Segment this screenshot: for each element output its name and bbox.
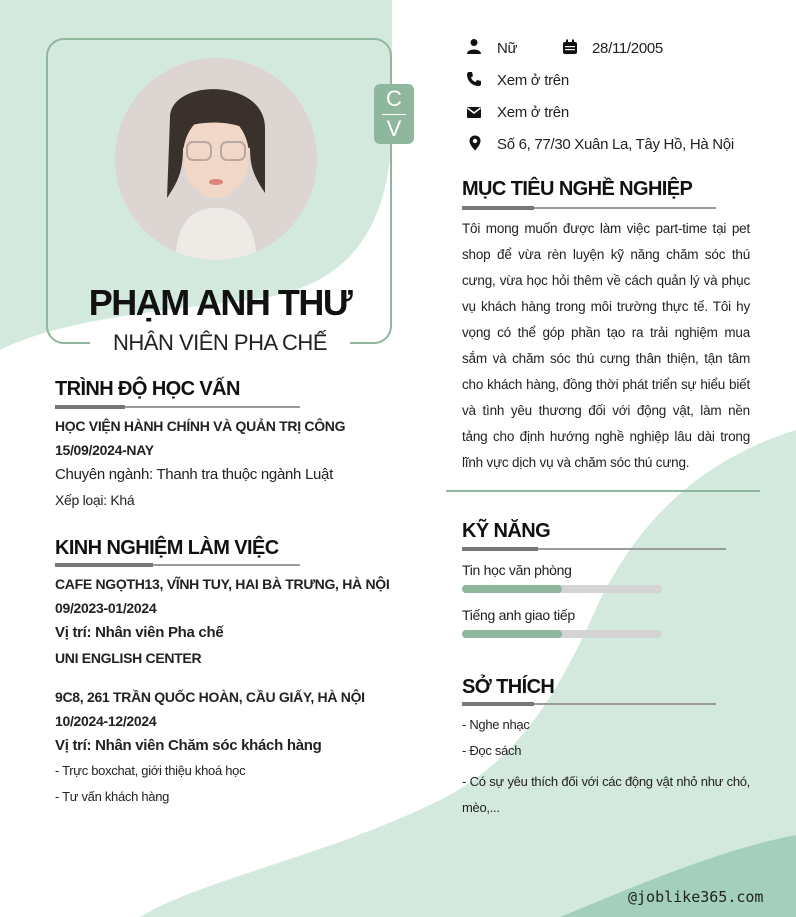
education-period: 15/09/2024-NAY: [55, 442, 154, 458]
cv-tag: [374, 84, 414, 144]
hobby-item: - Có sự yêu thích đối với các động vật nhỏ như chó, mèo,...: [462, 774, 750, 815]
hobby-item: - Đọc sách: [462, 743, 522, 758]
education-grade: Xếp loại: Khá: [55, 492, 135, 508]
portrait-illustration: [115, 58, 317, 260]
phone-icon: [466, 71, 482, 87]
section-divider: [446, 490, 760, 492]
job-company: 9C8, 261 TRẦN QUỐC HOÀN, CẦU GIẤY, HÀ NỘI: [55, 689, 365, 705]
email-value[interactable]: Xem ở trên: [497, 104, 569, 121]
skill-bar-fill: [462, 585, 562, 593]
objective-heading: MỤC TIÊU NGHỀ NGHIỆP: [462, 178, 693, 200]
birthdate-value: 28/11/2005: [592, 40, 663, 57]
job-duty: - Tư vấn khách hàng: [55, 789, 170, 804]
job-extra: UNI ENGLISH CENTER: [55, 650, 202, 666]
gender-value: Nữ: [497, 40, 518, 57]
experience-rule: [55, 564, 300, 566]
address-value: Số 6, 77/30 Xuân La, Tây Hồ, Hà Nội: [497, 136, 734, 153]
hobbies-rule: [462, 703, 716, 705]
skills-rule: [462, 548, 726, 550]
candidate-name: PHẠM ANH THƯ: [88, 282, 352, 323]
cv-letter-c: C: [386, 86, 402, 111]
school-name: HỌC VIỆN HÀNH CHÍNH VÀ QUẢN TRỊ CÔNG: [55, 418, 346, 434]
cv-letter-v: V: [386, 116, 402, 141]
job-period: 09/2023-01/2024: [55, 600, 157, 616]
skill-bar-fill: [462, 630, 562, 638]
hobby-item: - Nghe nhạc: [462, 717, 530, 732]
job-position: Vị trí: Nhân viên Chăm sóc khách hàng: [55, 737, 322, 754]
objective-text: Tôi mong muốn được làm việc part-time tại pet shop để vừa rèn luyện kỹ năng chăm sóc thú cưng, vừa học hỏi thêm về cách quản lý và phục vụ khách hàng trong môi trường thực tế. Tôi hy vọng có thể góp phần tạo ra trải nghiệm mua sắm và chăm sóc thú cưng thân thiện, tận tâm cho khách hàng, đồng thời phát triển sự hiểu biết và tình yêu thương đối với động vật, làm nền tảng cho định hướng nghề nghiệp lâu dài trong lĩnh vực dịch vụ và chăm sóc thú cưng.: [462, 221, 750, 470]
candidate-role: NHÂN VIÊN PHA CHẾ: [113, 330, 327, 355]
education-major: Chuyên ngành: Thanh tra thuộc ngành Luật: [55, 466, 333, 483]
job-period: 10/2024-12/2024: [55, 713, 157, 729]
avatar: [115, 58, 317, 260]
skill-bar-office: [462, 585, 662, 593]
person-icon: [466, 38, 482, 54]
bottom-right-blob: [140, 430, 796, 917]
skill-label-english: Tiếng anh giao tiếp: [462, 607, 575, 623]
skill-bar-english: [462, 630, 662, 638]
skills-heading: KỸ NĂNG: [462, 520, 551, 542]
education-rule: [55, 406, 300, 408]
education-heading: TRÌNH ĐỘ HỌC VẤN: [55, 378, 240, 400]
email-icon: [466, 104, 482, 120]
job-duty: - Trực boxchat, giới thiệu khoá học: [55, 763, 246, 778]
experience-heading: KINH NGHIỆM LÀM VIỆC: [55, 537, 279, 559]
skill-label-office: Tin học văn phòng: [462, 562, 572, 578]
objective-rule: [462, 207, 716, 209]
calendar-icon: [562, 39, 578, 55]
job-position: Vị trí: Nhân viên Pha chế: [55, 624, 224, 641]
watermark: @joblike365.com: [628, 888, 764, 906]
phone-value[interactable]: Xem ở trên: [497, 72, 569, 89]
location-pin-icon: [467, 135, 483, 151]
job-company: CAFE NGỌTH13, VĨNH TUY, HAI BÀ TRƯNG, HÀ NỘI: [55, 576, 390, 592]
hobbies-heading: SỞ THÍCH: [462, 676, 555, 698]
